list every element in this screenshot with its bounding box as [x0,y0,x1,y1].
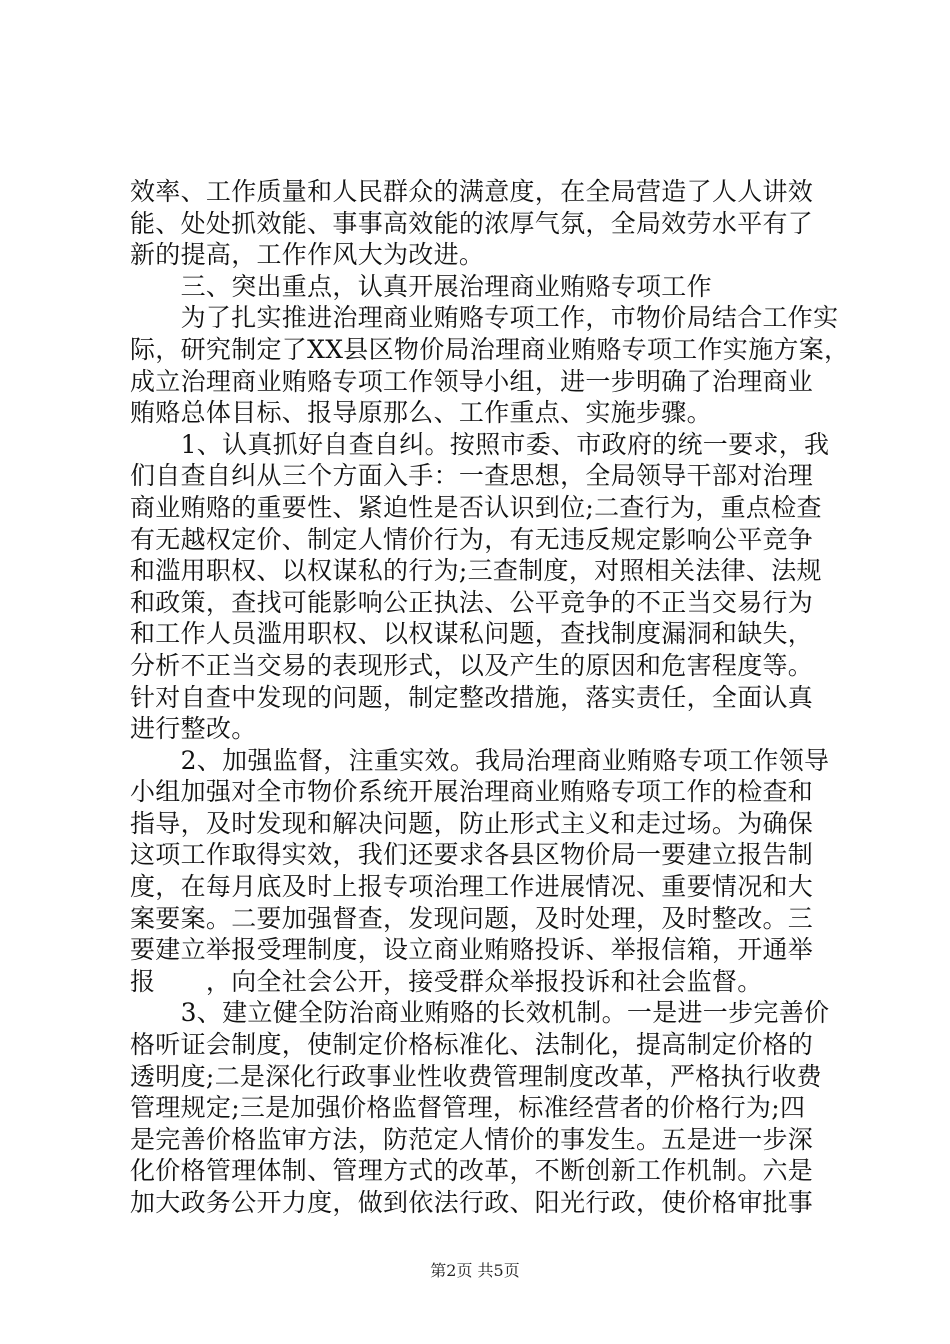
document-body [130,176,850,1219]
text-line: 指导，及时发现和解决问题，防止形式主义和走过场。为确保 [130,808,814,838]
text-line: 进行整改。 [130,714,257,744]
text-line: 和政策，查找可能影响公正执法、公平竞争的不正当交易行为 [130,587,814,617]
text-line: 化价格管理体制、管理方式的改革，不断创新工作机制。六是 [130,1156,814,1186]
text-line: 和滥用职权、以权谋私的行为;三查制度，对照相关法律、法规 [130,556,822,586]
text-line: 效率、工作质量和人民群众的满意度，在全局营造了人人讲效 [130,177,814,206]
text-line: 能、处处抓效能、事事高效能的浓厚气氛，全局效劳水平有了 [130,208,814,238]
text-line: 为了扎实推进治理商业贿赂专项工作，市物价局结合工作实 [130,303,839,333]
text-line: 度，在每月底及时上报专项治理工作进展情况、重要情况和大 [130,872,814,902]
text-line: 和工作人员滥用职权、以权谋私问题，查找制度漏洞和缺失， [130,619,814,649]
text-line: 贿赂总体目标、报导原那么、工作重点、实施步骤。 [130,398,712,428]
text-line: 们自查自纠从三个方面入手：一查思想，全局领导干部对治理 [130,461,814,491]
text-line: 这项工作取得实效，我们还要求各县区物价局一要建立报告制 [130,840,814,870]
text-line: 针对自查中发现的问题，制定整改措施，落实责任，全面认真 [130,682,814,712]
text-line: 加大政务公开力度，做到依法行政、阳光行政，使价格审批事 [130,1188,814,1217]
text-line: 商业贿赂的重要性、紧迫性是否认识到位;二查行为，重点检查 [130,492,822,522]
text-line: 2、加强监督，注重实效。我局治理商业贿赂专项工作领导 [130,745,830,775]
section-heading: 三、突出重点，认真开展治理商业贿赂专项工作 [130,271,712,301]
text-line: 要建立举报受理制度，设立商业贿赂投诉、举报信箱，开通举 [130,935,814,965]
text-line: 案要案。二要加强督查，发现问题，及时处理，及时整改。三 [130,903,814,933]
text-line: 管理规定;三是加强价格监督管理，标准经营者的价格行为;四 [130,1093,806,1123]
text-line: 小组加强对全市物价系统开展治理商业贿赂专项工作的检查和 [130,777,814,807]
text-line: 报 ，向全社会公开，接受群众举报投诉和社会监督。 [130,966,763,996]
text-line: 1、认真抓好自查自纠。按照市委、市政府的统一要求，我 [130,429,830,459]
text-line: 有无越权定价、制定人情价行为，有无违反规定影响公平竞争 [130,524,814,554]
text-line: 分析不正当交易的表现形式，以及产生的原因和危害程度等。 [130,650,814,680]
page-footer: 第2页 共5页 [430,1261,520,1280]
text-line: 是完善价格监审方法，防范定人情价的事发生。五是进一步深 [130,1124,814,1154]
text-line: 格听证会制度，使制定价格标准化、法制化，提高制定价格的 [130,1030,814,1060]
text-line: 际，研究制定了XX县区物价局治理商业贿赂专项工作实施方案， [130,334,850,364]
text-line: 透明度;二是深化行政事业性收费管理制度改革，严格执行收费 [130,1061,822,1091]
text-line: 成立治理商业贿赂专项工作领导小组，进一步明确了治理商业 [130,366,814,396]
text-line: 新的提高，工作作风大为改进。 [130,240,485,270]
text-line: 3、建立健全防治商业贿赂的长效机制。一是进一步完善价 [130,998,830,1028]
